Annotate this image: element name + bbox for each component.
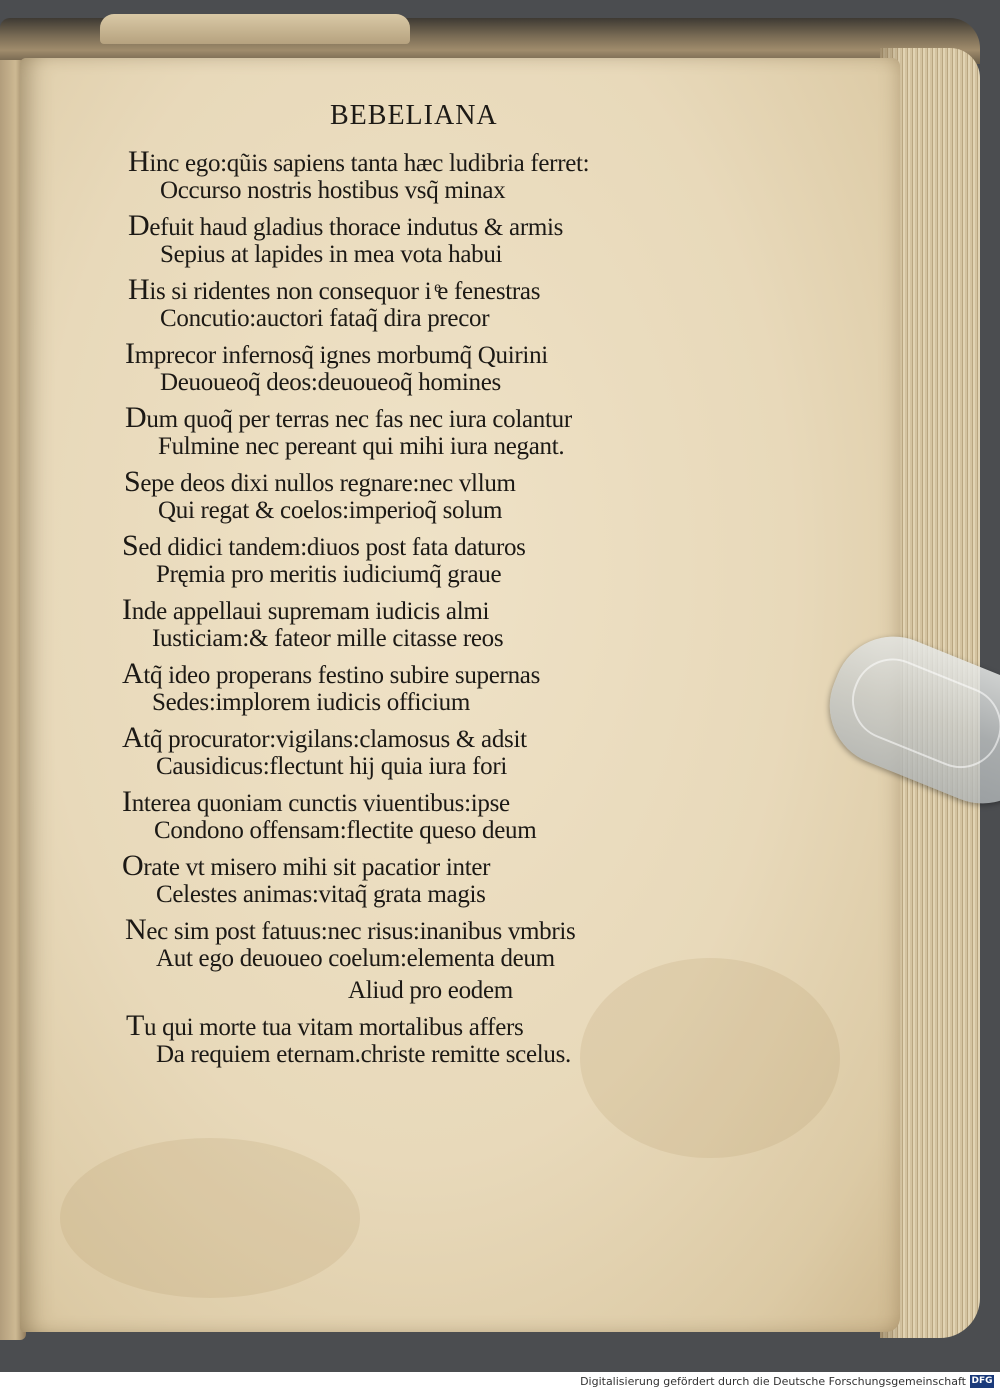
verse-line: Sedes:implorem iudicis officium bbox=[152, 689, 470, 716]
verse-line: Nec sim post fatuus:nec risus:inanibus vmbris bbox=[125, 913, 576, 946]
verse-line: His si ridentes non consequor i ͤe fenestras bbox=[128, 273, 541, 306]
verse-line: Fulmine nec pereant qui mihi iura negant. bbox=[158, 433, 565, 460]
verse-line: Dum quoq̃ per terras nec fas nec iura colantur bbox=[125, 401, 572, 434]
verse-line: Inde appellaui supremam iudicis almi bbox=[122, 593, 490, 626]
verse-line: Sed didici tandem:diuos post fata daturos bbox=[122, 529, 526, 562]
verse-line: Aut ego deuoueo coelum:elementa deum bbox=[156, 945, 555, 972]
section-heading: Aliud pro eodem bbox=[348, 977, 513, 1004]
running-head: BEBELIANA bbox=[330, 100, 498, 131]
verse-line: Qui regat & coelos:imperioq̃ solum bbox=[158, 497, 503, 524]
verse-line: Deuoueoq̃ deos:deuoueoq̃ homines bbox=[160, 369, 501, 396]
verse-line: Concutio:auctori fataq̃ dira precor bbox=[160, 305, 490, 332]
verse-line: Condono offensam:flectite queso deum bbox=[154, 817, 537, 844]
verse-line: Atq̃ procurator:vigilans:clamosus & adsit bbox=[122, 721, 527, 754]
verse-line: Interea quoniam cunctis viuentibus:ipse bbox=[122, 785, 510, 818]
verse-line: Sepius at lapides in mea vota habui bbox=[160, 241, 503, 268]
verse-line: Celestes animas:vitaq̃ grata magis bbox=[156, 881, 486, 908]
verse-line: Imprecor infernosq̃ ignes morbumq̃ Quirini bbox=[125, 337, 548, 370]
verse-line: Occurso nostris hostibus vsq̃ minax bbox=[160, 177, 506, 204]
verse-line: Orate vt misero mihi sit pacatior inter bbox=[122, 849, 491, 882]
verse-line: Atq̃ ideo properans festino subire supernas bbox=[122, 657, 540, 690]
verse-line: Da requiem eternam.christe remitte scelus. bbox=[156, 1041, 572, 1068]
verse-line: Pręmia pro meritis iudiciumq̃ graue bbox=[156, 561, 502, 588]
dfg-logo-icon: DFG bbox=[971, 1376, 993, 1386]
verse-line: Defuit haud gladius thorace indutus & armis bbox=[128, 209, 564, 242]
verse-line: Hinc ego:qũis sapiens tanta hæc ludibria ferret: bbox=[128, 145, 590, 178]
verse-line: Iusticiam:& fateor mille citasse reos bbox=[152, 625, 504, 652]
verse-line: Tu qui morte tua vitam mortalibus affers bbox=[126, 1009, 524, 1042]
verse-line: Sepe deos dixi nullos regnare:nec vllum bbox=[124, 465, 516, 498]
footer-credit: Digitalisierung gefördert durch die Deutsche Forschungsgemeinschaft bbox=[580, 1375, 966, 1388]
page-clip-highlight bbox=[840, 646, 1000, 780]
verse-line: Causidicus:flectunt hij quia iura fori bbox=[156, 753, 508, 780]
